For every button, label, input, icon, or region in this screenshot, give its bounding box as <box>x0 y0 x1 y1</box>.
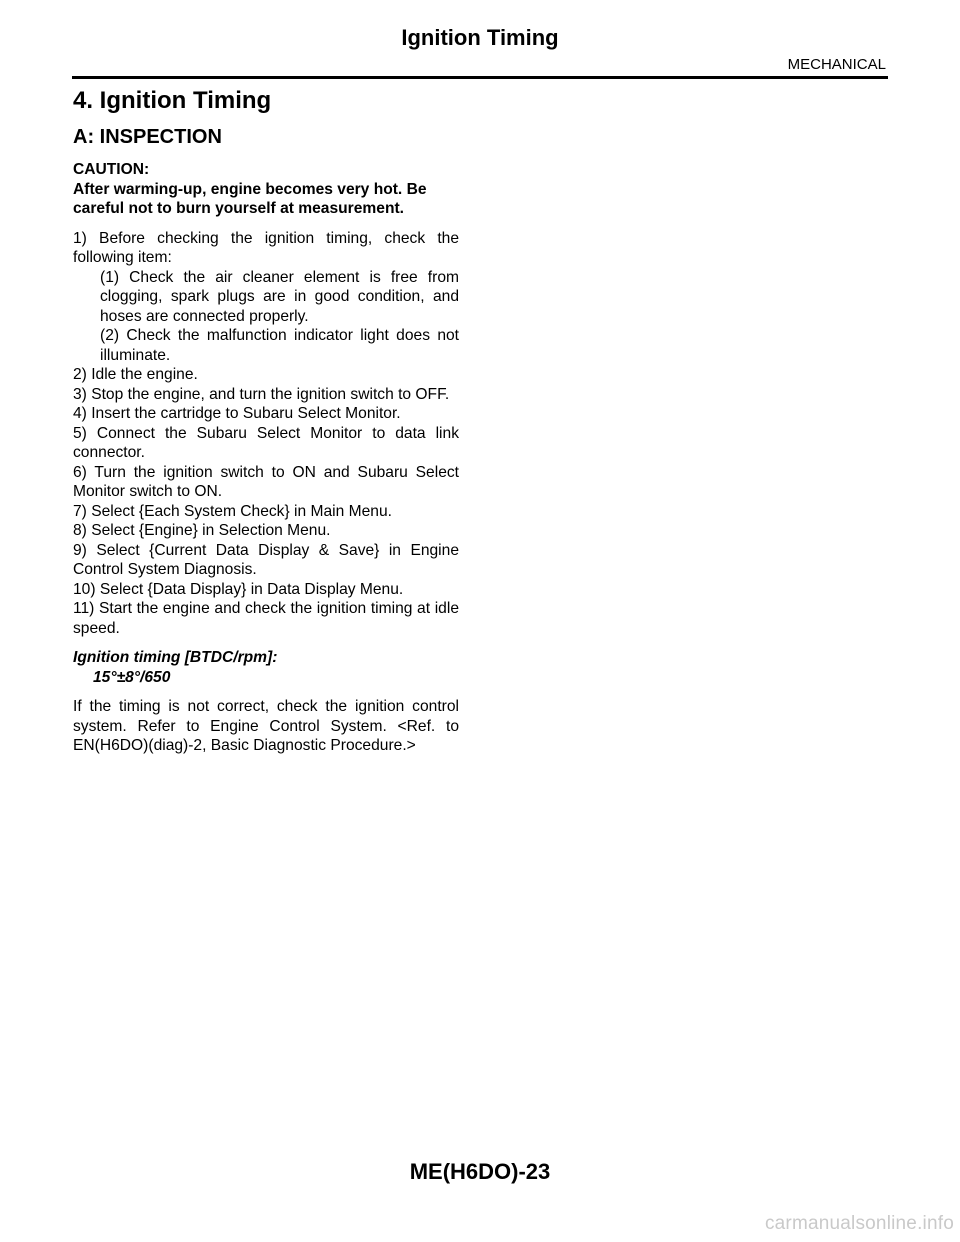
page-heading: 4. Ignition Timing <box>73 87 272 114</box>
watermark-text: carmanualsonline.info <box>764 1213 954 1234</box>
spec-value: 15°±8°/650 <box>93 668 171 686</box>
step-3: 3) Stop the engine, and turn the ignition switch to OFF. <box>73 385 450 403</box>
caution-block <box>73 160 459 219</box>
step-8: 8) Select {Engine} in Selection Menu. <box>73 522 331 539</box>
caution-label: CAUTION: <box>73 161 150 178</box>
step-11: 11) Start the engine and check the ignition timing at idle speed. <box>73 600 459 637</box>
page-number: ME(H6DO)-23 <box>409 1159 551 1184</box>
step-10: 10) Select {Data Display} in Data Display Menu. <box>73 580 404 598</box>
step-1-sub-2: (2) Check the malfunction indicator light does not illuminate. <box>100 327 459 364</box>
reference-note: If the timing is not correct, check the ignition control system. Refer to Engine Control System. <Ref. to EN(H6DO)(diag)-2, Basic Diagnostic Procedure.> <box>73 698 459 754</box>
procedure-steps <box>73 229 459 639</box>
section-label: MECHANICAL <box>787 56 886 73</box>
step-6: 6) Turn the ignition switch to ON and Subaru Select Monitor switch to ON. <box>73 463 459 500</box>
step-1-sub-1: (1) Check the air cleaner element is free from clogging, spark plugs are in good condition, and hoses are connected properly. <box>100 268 459 325</box>
spec-block <box>73 648 459 687</box>
step-1: 1) Before checking the ignition timing, check the following item: <box>73 229 459 266</box>
header-divider <box>72 76 888 79</box>
main-content <box>73 86 459 756</box>
page-header-title: Ignition Timing <box>401 25 559 50</box>
step-7: 7) Select {Each System Check} in Main Menu. <box>73 502 392 520</box>
section-subheading: A: INSPECTION <box>73 126 222 148</box>
step-4: 4) Insert the cartridge to Subaru Select Monitor. <box>73 405 401 422</box>
step-5: 5) Connect the Subaru Select Monitor to data link connector. <box>73 424 459 461</box>
step-9: 9) Select {Current Data Display & Save} in Engine Control System Diagnosis. <box>73 541 459 578</box>
spec-label: Ignition timing [BTDC/rpm]: <box>73 649 278 666</box>
step-2: 2) Idle the engine. <box>73 366 198 383</box>
caution-text: After warming-up, engine becomes very hot. Be careful not to burn yourself at measurement. <box>73 180 427 217</box>
